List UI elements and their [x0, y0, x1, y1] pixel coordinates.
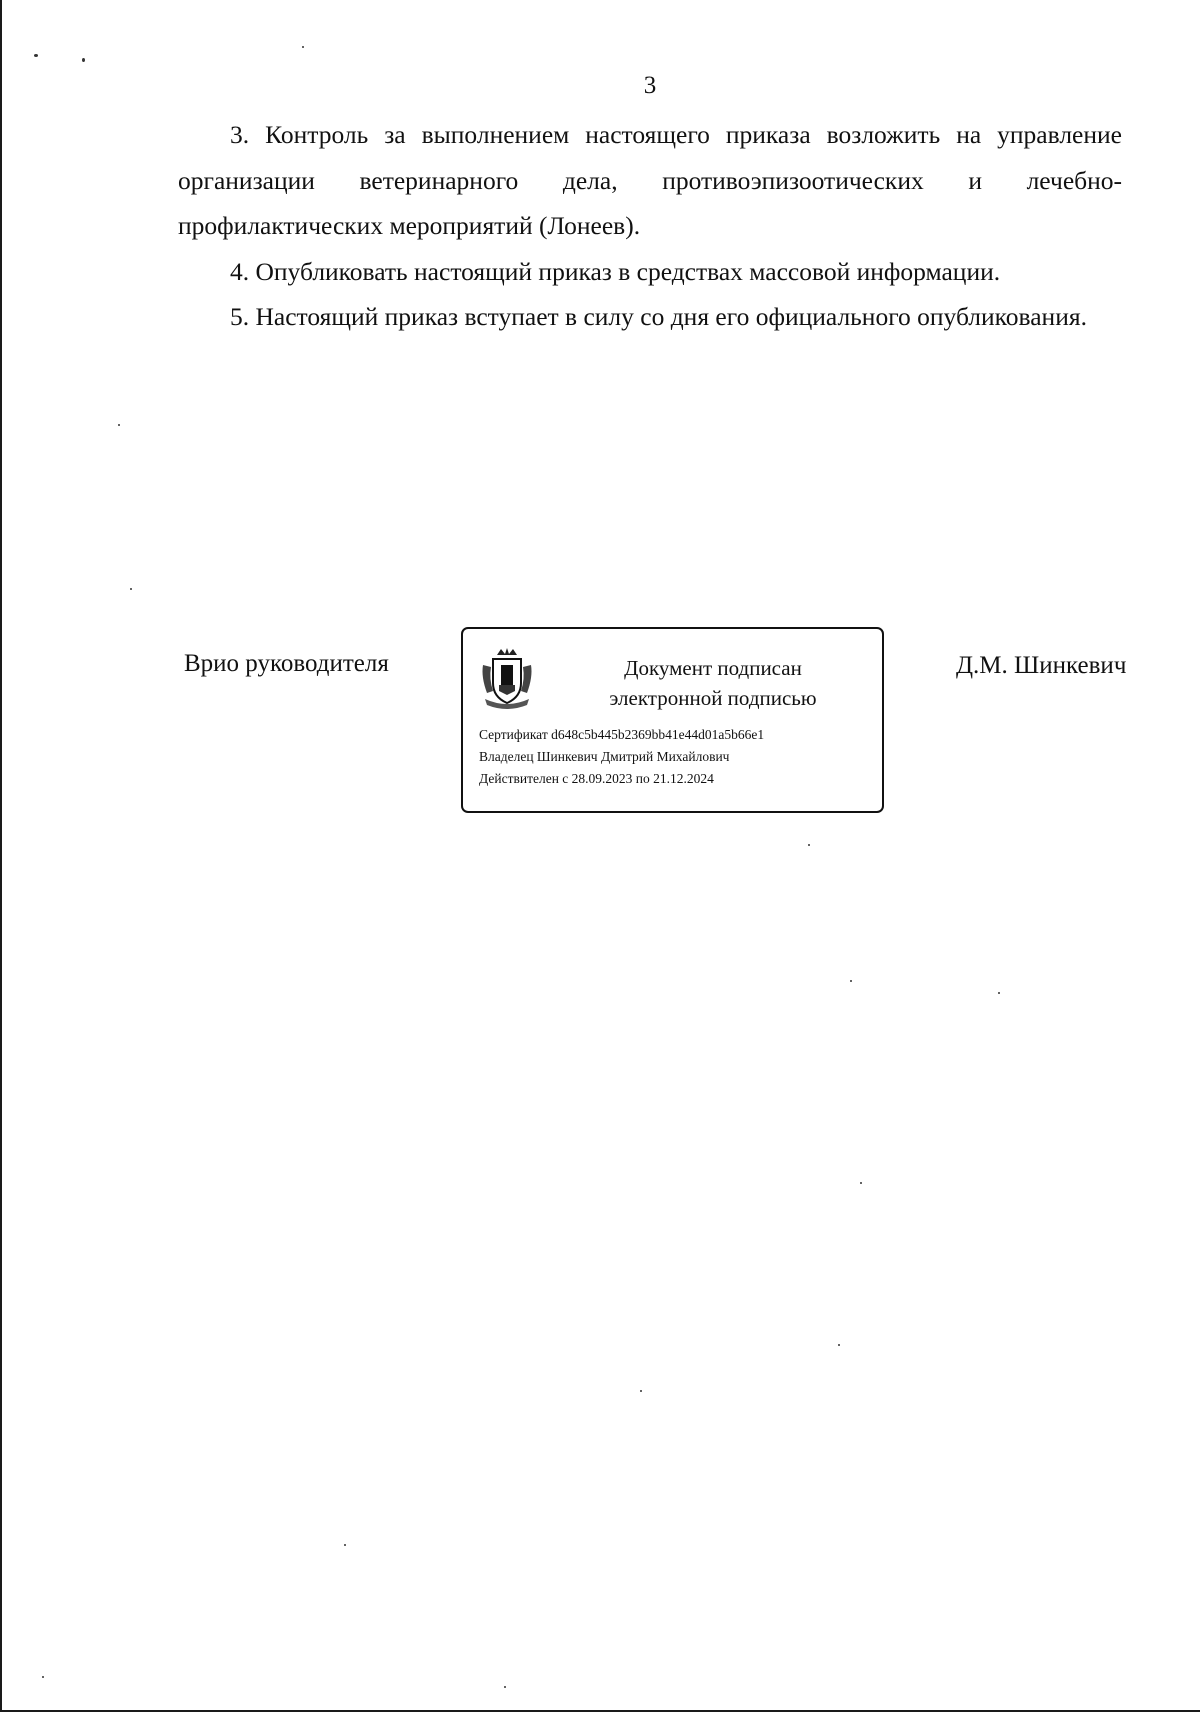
- scan-speck: [302, 46, 304, 48]
- scan-speck: [998, 992, 1000, 994]
- stamp-certificate: Сертификат d648c5b445b2369bb41e44d01a5b66e1: [479, 727, 765, 742]
- e-signature-stamp: [461, 627, 884, 813]
- scan-speck: [344, 1544, 346, 1546]
- scan-speck: [82, 58, 85, 62]
- page-number: 3: [643, 72, 657, 99]
- scan-speck: [34, 54, 38, 57]
- scan-speck: [130, 588, 132, 590]
- scan-edge-bottom: [0, 1710, 1200, 1712]
- scan-speck: [640, 1390, 642, 1392]
- stamp-owner: Владелец Шинкевич Дмитрий Михайлович: [479, 749, 730, 764]
- scan-speck: [838, 1344, 840, 1346]
- scan-speck: [850, 980, 852, 982]
- paragraph-3-control: 3. Контроль за выполнением настоящего приказа возложить на управление организации ветеринарного дела, противоэпизоотических и лечебно-профилактических мероприятий (Лонеев).: [178, 120, 1122, 240]
- scan-speck: [504, 1686, 506, 1688]
- paragraph-4-publish: 4. Опубликовать настоящий приказ в средствах массовой информации.: [230, 256, 1001, 286]
- scan-edge-left: [0, 0, 2, 1712]
- scan-speck: [118, 424, 120, 426]
- stamp-validity: Действителен с 28.09.2023 по 21.12.2024: [479, 771, 714, 786]
- body-text: [178, 112, 1122, 340]
- signer-position-title: Врио руководителя: [184, 650, 389, 677]
- coat-of-arms-emblem-icon: [479, 647, 535, 709]
- paragraph-5-effective: 5. Настоящий приказ вступает в силу со дня его официального опубликования.: [230, 302, 1087, 331]
- stamp-title-line-2: электронной подписью: [609, 686, 817, 710]
- scan-speck: [860, 1182, 862, 1184]
- stamp-details: [479, 724, 764, 790]
- stamp-title: [563, 653, 863, 713]
- scan-speck: [808, 844, 810, 846]
- stamp-title-line-1: Документ подписан: [624, 656, 802, 680]
- scan-speck: [42, 1676, 44, 1678]
- signer-name: Д.М. Шинкевич: [956, 652, 1127, 679]
